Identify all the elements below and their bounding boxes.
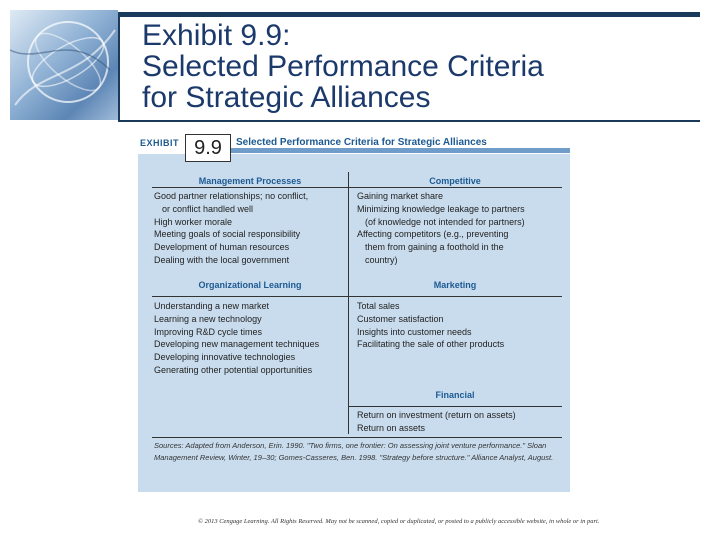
- list-item: Development of human resources: [154, 242, 290, 253]
- slide-title-line: Selected Performance Criteria: [142, 50, 544, 83]
- slide-title: [142, 20, 702, 113]
- quadrant-list-marketing: [357, 300, 504, 351]
- list-item: Return on investment (return on assets): [357, 410, 516, 420]
- list-item: or conflict handled well: [162, 203, 254, 214]
- list-item: Meeting goals of social responsibility: [154, 229, 301, 240]
- exhibit-label: EXHIBIT: [140, 138, 180, 148]
- list-item: them from gaining a foothold in the: [365, 242, 504, 253]
- list-item: Facilitating the sale of other products: [357, 339, 505, 350]
- title-bottom-rule: [118, 120, 700, 122]
- slide-title-line: Exhibit 9.9:: [142, 19, 291, 52]
- sources-rule: [152, 437, 562, 438]
- list-item: Gaining market share: [357, 191, 444, 201]
- quadrant-list-organizational-learning: [154, 300, 319, 377]
- list-item: Understanding a new market: [154, 301, 270, 311]
- exhibit-title: Selected Performance Criteria for Strategic Alliances: [236, 137, 487, 148]
- quadrant-heading-management-processes: Management Processes: [198, 176, 302, 186]
- list-item: Minimizing knowledge leakage to partners: [357, 203, 525, 214]
- quadrant-heading-marketing: Marketing: [433, 280, 477, 290]
- exhibit-panel: [138, 134, 570, 492]
- quadrant-heading-competitive: Competitive: [429, 176, 481, 186]
- quadrant-list-financial: [357, 409, 516, 435]
- list-item: country): [365, 254, 398, 265]
- list-item: Total sales: [357, 301, 400, 311]
- title-left-rule: [118, 12, 120, 122]
- list-item: Learning a new technology: [154, 313, 262, 324]
- copyright-notice: © 2013 Cengage Learning. All Rights Reserved. May not be scanned, copied or duplicated, or posted to a publicly accessible website, in whole or in part.: [198, 518, 600, 525]
- decorative-logo-graphic: [10, 10, 118, 120]
- quadrant-list-competitive: [357, 190, 525, 267]
- list-item: Dealing with the local government: [154, 254, 290, 265]
- title-top-rule: [118, 12, 700, 17]
- list-item: Developing innovative technologies: [154, 352, 296, 363]
- grid-rule: [152, 187, 562, 188]
- list-item: Return on assets: [357, 422, 426, 433]
- list-item: Generating other potential opportunities: [154, 364, 313, 375]
- slide-title-line: for Strategic Alliances: [142, 81, 431, 114]
- list-item: Insights into customer needs: [357, 326, 472, 337]
- list-item: Customer satisfaction: [357, 313, 444, 324]
- list-item: (of knowledge not intended for partners): [365, 216, 525, 227]
- grid-rule: [348, 406, 562, 407]
- list-item: Good partner relationships; no conflict,: [154, 191, 309, 201]
- list-item: Developing new management techniques: [154, 339, 320, 350]
- exhibit-sources-note: Sources: Adapted from Anderson, Erin. 1990. "Two firms, one frontier: On assessing joint venture performance." Sloan Management Review, Winter, 19–30; Gomes-Casseres, Ben. 1998. "Strategy before structure." Alliance Analyst, August.: [154, 441, 554, 462]
- list-item: High worker morale: [154, 216, 233, 227]
- list-item: Affecting competitors (e.g., preventing: [357, 229, 509, 240]
- quadrant-heading-financial: Financial: [435, 390, 475, 400]
- quadrant-heading-organizational-learning: Organizational Learning: [198, 280, 302, 290]
- list-item: Improving R&D cycle times: [154, 326, 263, 337]
- exhibit-header-rule: [230, 148, 570, 153]
- exhibit-number: 9.9: [185, 134, 231, 162]
- grid-rule: [152, 296, 562, 297]
- quadrant-list-management-processes: [154, 190, 308, 267]
